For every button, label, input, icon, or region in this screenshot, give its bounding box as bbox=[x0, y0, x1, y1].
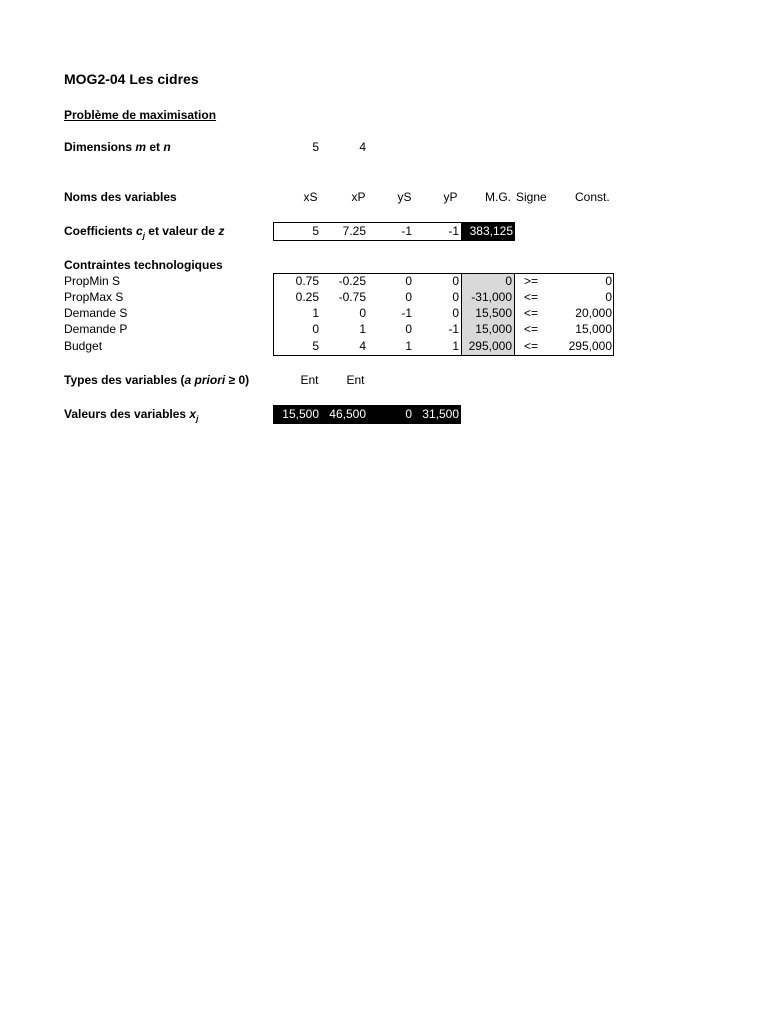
var-name-xp[interactable]: xP bbox=[351, 190, 366, 204]
signe-cell[interactable]: <= bbox=[524, 322, 539, 336]
mg-cell[interactable]: 0 bbox=[505, 274, 512, 288]
matrix-divider bbox=[514, 273, 515, 356]
matrix-cell[interactable]: -1 bbox=[448, 322, 459, 336]
z-value-cell[interactable]: 383,125 bbox=[461, 222, 515, 241]
mg-cell[interactable]: 295,000 bbox=[468, 339, 512, 353]
matrix-cell[interactable]: -1 bbox=[401, 306, 412, 320]
var-name-xs[interactable]: xS bbox=[303, 190, 318, 204]
matrix-cell[interactable]: 0 bbox=[405, 274, 412, 288]
types-label: Types des variables (a priori ≥ 0) bbox=[64, 373, 250, 387]
constraint-name: Demande P bbox=[64, 322, 128, 336]
matrix-cell[interactable]: 0 bbox=[312, 322, 319, 336]
matrix-cell[interactable]: 1 bbox=[312, 306, 319, 320]
matrix-cell[interactable]: 1 bbox=[452, 339, 459, 353]
value-cell[interactable]: 0 bbox=[405, 407, 412, 421]
var-name-ys[interactable]: yS bbox=[397, 190, 412, 204]
matrix-cell[interactable]: 0 bbox=[405, 322, 412, 336]
matrix-cell[interactable]: 0.75 bbox=[295, 274, 319, 288]
matrix-cell[interactable]: 0 bbox=[359, 306, 366, 320]
matrix-cell[interactable]: 0 bbox=[405, 290, 412, 304]
constraint-name: Budget bbox=[64, 339, 103, 353]
type-cell[interactable]: Ent bbox=[300, 373, 319, 387]
mg-cell[interactable]: -31,000 bbox=[471, 290, 512, 304]
signe-cell[interactable]: <= bbox=[524, 339, 539, 353]
const-cell[interactable]: 295,000 bbox=[568, 339, 612, 353]
type-cell[interactable] bbox=[425, 372, 472, 388]
const-cell[interactable]: 20,000 bbox=[575, 306, 612, 320]
constraint-name: PropMin S bbox=[64, 274, 121, 288]
mg-header: M.G. bbox=[485, 190, 511, 204]
matrix-cell[interactable]: 0 bbox=[452, 306, 459, 320]
var-name-yp[interactable]: yP bbox=[443, 190, 458, 204]
value-cell[interactable]: 15,500 bbox=[282, 407, 319, 421]
constraint-name: Demande S bbox=[64, 306, 128, 320]
signe-cell[interactable]: <= bbox=[524, 290, 539, 304]
matrix-cell[interactable]: 0 bbox=[452, 274, 459, 288]
variable-names-label: Noms des variables bbox=[64, 190, 177, 204]
const-cell[interactable]: 0 bbox=[605, 290, 612, 304]
coeff-cell[interactable]: -1 bbox=[401, 224, 412, 238]
signe-cell[interactable]: <= bbox=[524, 306, 539, 320]
const-cell[interactable]: 0 bbox=[605, 274, 612, 288]
matrix-cell[interactable]: 1 bbox=[359, 322, 366, 336]
matrix-cell[interactable]: 0 bbox=[452, 290, 459, 304]
problem-type: Problème de maximisation bbox=[64, 108, 217, 122]
page-title: MOG2-04 Les cidres bbox=[64, 71, 199, 87]
const-header: Const. bbox=[575, 190, 610, 204]
dimension-m-value[interactable]: 5 bbox=[312, 140, 319, 154]
signe-cell[interactable]: >= bbox=[524, 274, 539, 288]
constraints-label: Contraintes technologiques bbox=[64, 258, 223, 272]
matrix-cell[interactable]: 0.25 bbox=[295, 290, 319, 304]
value-cell[interactable]: 31,500 bbox=[422, 407, 459, 421]
coeff-cell[interactable]: -1 bbox=[448, 224, 459, 238]
matrix-cell[interactable]: -0.25 bbox=[338, 274, 366, 288]
matrix-cell[interactable]: -0.75 bbox=[338, 290, 366, 304]
type-cell[interactable] bbox=[379, 372, 426, 388]
values-label: Valeurs des variables $x_j$ bbox=[64, 407, 199, 424]
mg-cell[interactable]: 15,000 bbox=[475, 322, 512, 336]
matrix-cell[interactable]: 1 bbox=[405, 339, 412, 353]
dimension-n-value[interactable]: 4 bbox=[359, 140, 366, 154]
coefficients-label: Coefficients $c_j$ et valeur de z bbox=[64, 224, 225, 241]
type-cell[interactable]: Ent bbox=[346, 373, 365, 387]
matrix-cell[interactable]: 4 bbox=[359, 339, 366, 353]
coeff-cell[interactable]: 7.25 bbox=[342, 224, 366, 238]
dimensions-label: Dimensions m et n bbox=[64, 140, 171, 154]
const-cell[interactable]: 15,000 bbox=[575, 322, 612, 336]
signe-header: Signe bbox=[516, 190, 547, 204]
value-cell[interactable]: 46,500 bbox=[329, 407, 366, 421]
coeff-cell[interactable]: 5 bbox=[312, 224, 319, 238]
matrix-cell[interactable]: 5 bbox=[312, 339, 319, 353]
mg-cell[interactable]: 15,500 bbox=[475, 306, 512, 320]
constraint-name: PropMax S bbox=[64, 290, 124, 304]
